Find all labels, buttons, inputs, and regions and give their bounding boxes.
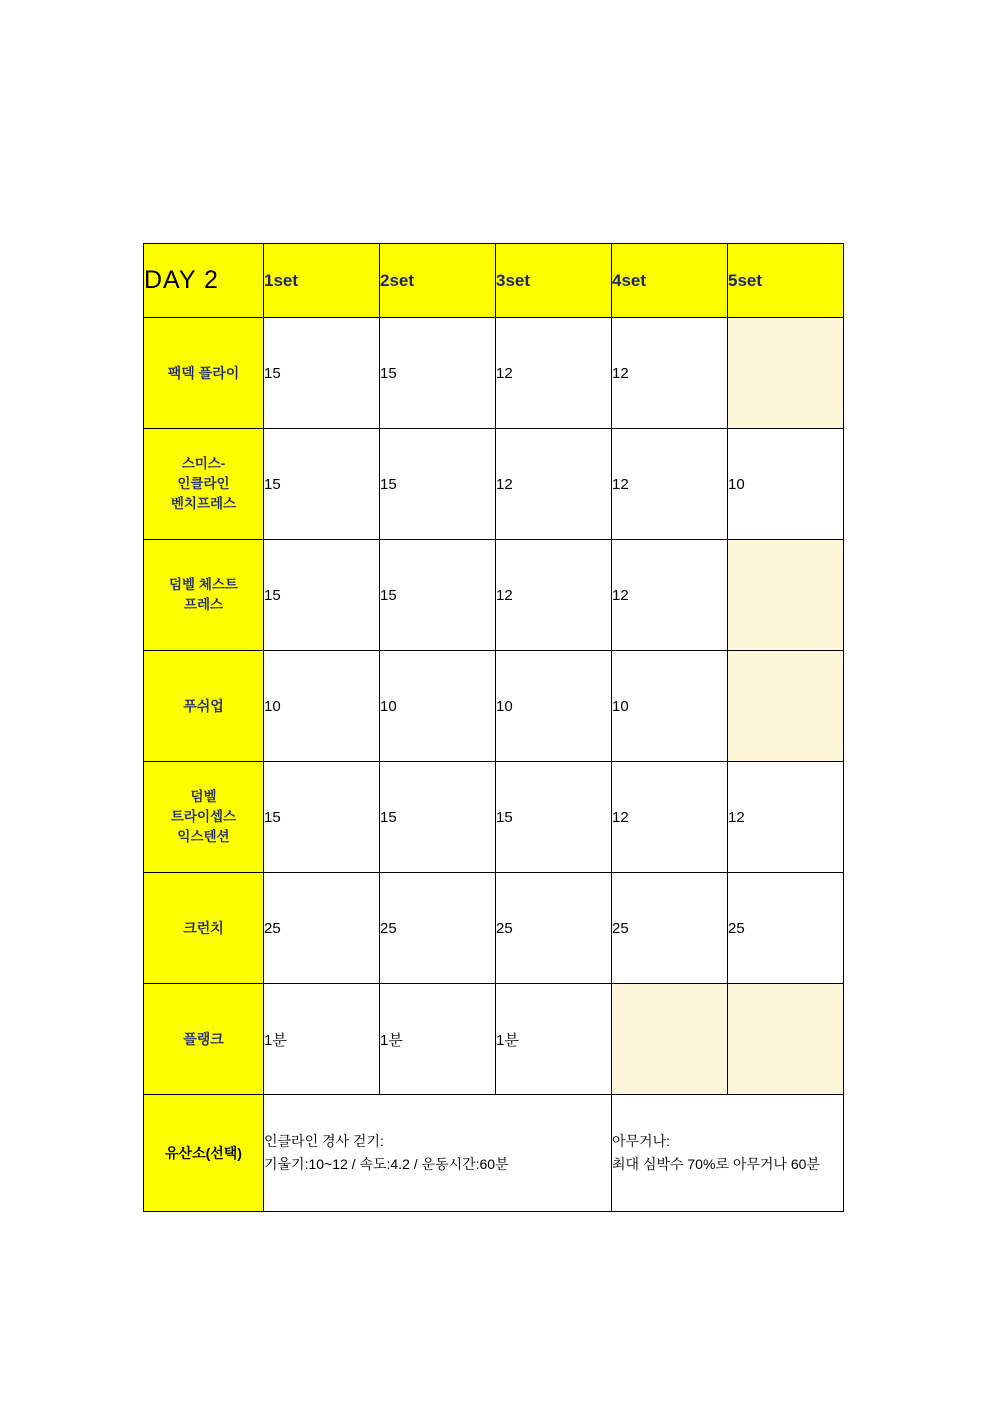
table-row (144, 429, 844, 540)
exercise-name-line: 프레스 (183, 597, 224, 612)
rep-cell: 1분 (380, 984, 496, 1095)
exercise-name: 크런치 (144, 873, 264, 984)
rep-cell: 25 (264, 873, 380, 984)
rep-cell: 25 (380, 873, 496, 984)
exercise-name (144, 429, 264, 540)
rep-cell: 15 (380, 762, 496, 873)
rep-cell: 10 (264, 651, 380, 762)
cardio-option-1 (264, 1095, 612, 1212)
rep-cell: 15 (264, 762, 380, 873)
cardio-option-2-title: 아무거나: (612, 1132, 670, 1149)
rep-cell-empty (612, 984, 728, 1095)
cardio-option-1-title: 인클라인 경사 걷기: (264, 1132, 384, 1149)
rep-cell: 1분 (264, 984, 380, 1095)
table-row (144, 540, 844, 651)
exercise-name-line: 덤벨 (190, 788, 217, 804)
exercise-name-line: 인클라인 (177, 475, 230, 491)
rep-cell: 12 (496, 318, 612, 429)
cardio-option-2 (612, 1095, 844, 1212)
rep-cell-empty (728, 984, 844, 1095)
rep-cell: 1분 (496, 984, 612, 1095)
rep-cell: 10 (380, 651, 496, 762)
rep-cell-empty (728, 318, 844, 429)
cardio-option-2-detail: 최대 심박수 70%로 아무거나 60분 (612, 1156, 820, 1172)
cardio-row (144, 1095, 844, 1212)
exercise-name (144, 762, 264, 873)
table-header-row (144, 244, 844, 318)
exercise-name-line: 벤치프레스 (170, 496, 237, 512)
exercise-name (144, 540, 264, 651)
exercise-name: 푸쉬업 (144, 651, 264, 762)
exercise-name: 팩덱 플라이 (144, 318, 264, 429)
column-header-set2: 2set (380, 244, 496, 318)
rep-cell-empty (728, 540, 844, 651)
rep-cell: 12 (612, 540, 728, 651)
column-header-set5: 5set (728, 244, 844, 318)
exercise-name: 플랭크 (144, 984, 264, 1095)
rep-cell: 15 (264, 540, 380, 651)
rep-cell-empty (728, 651, 844, 762)
rep-cell: 25 (612, 873, 728, 984)
rep-cell: 15 (380, 429, 496, 540)
cardio-label: 유산소(선택) (144, 1095, 264, 1212)
rep-cell: 12 (496, 429, 612, 540)
cardio-option-1-detail: 기울기:10~12 / 속도:4.2 / 운동시간:60분 (264, 1156, 509, 1172)
rep-cell: 12 (728, 762, 844, 873)
table-row (144, 873, 844, 984)
table-row (144, 318, 844, 429)
exercise-name-line: 스미스- (181, 455, 226, 471)
rep-cell: 12 (612, 318, 728, 429)
exercise-name-line: 트라이셉스 (170, 808, 237, 824)
rep-cell: 25 (728, 873, 844, 984)
column-header-set1: 1set (264, 244, 380, 318)
table-row (144, 762, 844, 873)
workout-table (143, 243, 844, 1212)
rep-cell: 10 (612, 651, 728, 762)
rep-cell: 15 (380, 540, 496, 651)
day-title: DAY 2 (144, 244, 264, 318)
rep-cell: 15 (264, 318, 380, 429)
exercise-name-line: 덤벨 체스트 (169, 576, 238, 592)
rep-cell: 12 (612, 429, 728, 540)
rep-cell: 10 (496, 651, 612, 762)
rep-cell: 15 (380, 318, 496, 429)
exercise-name-line: 익스텐션 (177, 829, 230, 845)
rep-cell: 12 (496, 540, 612, 651)
rep-cell: 15 (264, 429, 380, 540)
rep-cell: 12 (612, 762, 728, 873)
column-header-set4: 4set (612, 244, 728, 318)
rep-cell: 10 (728, 429, 844, 540)
column-header-set3: 3set (496, 244, 612, 318)
table-row (144, 651, 844, 762)
rep-cell: 15 (496, 762, 612, 873)
table-row (144, 984, 844, 1095)
rep-cell: 25 (496, 873, 612, 984)
